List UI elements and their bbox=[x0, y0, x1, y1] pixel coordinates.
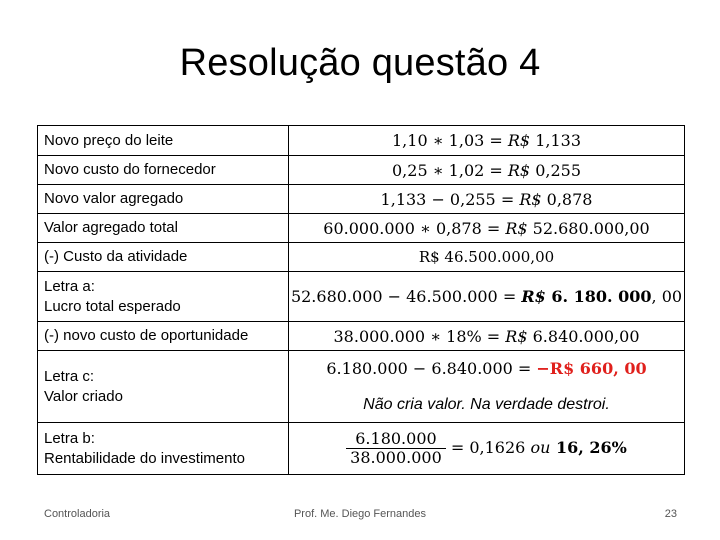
row-label: Letra b: Rentabilidade do investimento bbox=[38, 423, 289, 475]
table-row bbox=[38, 185, 685, 214]
row-label: (-) Custo da atividade bbox=[38, 243, 289, 272]
page-number: 23 bbox=[664, 508, 677, 520]
table-row bbox=[38, 156, 685, 185]
row-formula: 6.180.000 − 6.840.000 = −R$ 660, 00 Não cria valor. Na verdade destroi. bbox=[289, 351, 685, 423]
row-label: Novo preço do leite bbox=[38, 126, 289, 156]
row-formula: 52.680.000 − 46.500.000 = R$ 6. 180. 000, 00 bbox=[289, 272, 685, 322]
row-note: Não cria valor. Na verdade destroi. bbox=[363, 396, 610, 413]
footer-author: Prof. Me. Diego Fernandes bbox=[293, 508, 427, 520]
row-formula: 1,133 − 0,255 = R$ 0,878 bbox=[289, 185, 685, 214]
footer-course: Controladoria bbox=[44, 508, 111, 520]
table-row bbox=[38, 243, 685, 272]
table-row bbox=[38, 322, 685, 351]
row-formula: 0,25 ∗ 1,02 = R$ 0,255 bbox=[289, 156, 685, 185]
row-label: Letra c: Valor criado bbox=[38, 351, 289, 423]
row-formula: 1,10 ∗ 1,03 = R$ 1,133 bbox=[289, 126, 685, 156]
resolution-table bbox=[37, 125, 685, 475]
fraction: $\frac{6.180.000}{38.000.000}$ bbox=[346, 430, 446, 467]
table-row bbox=[38, 351, 685, 423]
table-row bbox=[38, 272, 685, 322]
row-label: (-) novo custo de oportunidade bbox=[38, 322, 289, 351]
row-label: Letra a: Lucro total esperado bbox=[38, 272, 289, 322]
row-label: Valor agregado total bbox=[38, 214, 289, 243]
row-value: R$ 46.500.000,00 bbox=[289, 243, 685, 272]
table-row bbox=[38, 126, 685, 156]
row-formula: 38.000.000 ∗ 18% = R$ 6.840.000,00 bbox=[289, 322, 685, 351]
table-row bbox=[38, 423, 685, 475]
row-formula: $\frac{6.180.000}{38.000.000}$ = 0,1626 ou 16, 26% bbox=[289, 423, 685, 475]
row-label: Novo valor agregado bbox=[38, 185, 289, 214]
row-label: Novo custo do fornecedor bbox=[38, 156, 289, 185]
table-row bbox=[38, 214, 685, 243]
row-formula: 60.000.000 ∗ 0,878 = R$ 52.680.000,00 bbox=[289, 214, 685, 243]
page-title: Resolução questão 4 bbox=[179, 42, 541, 84]
negative-result: −R$ 660, 00 bbox=[536, 359, 647, 378]
